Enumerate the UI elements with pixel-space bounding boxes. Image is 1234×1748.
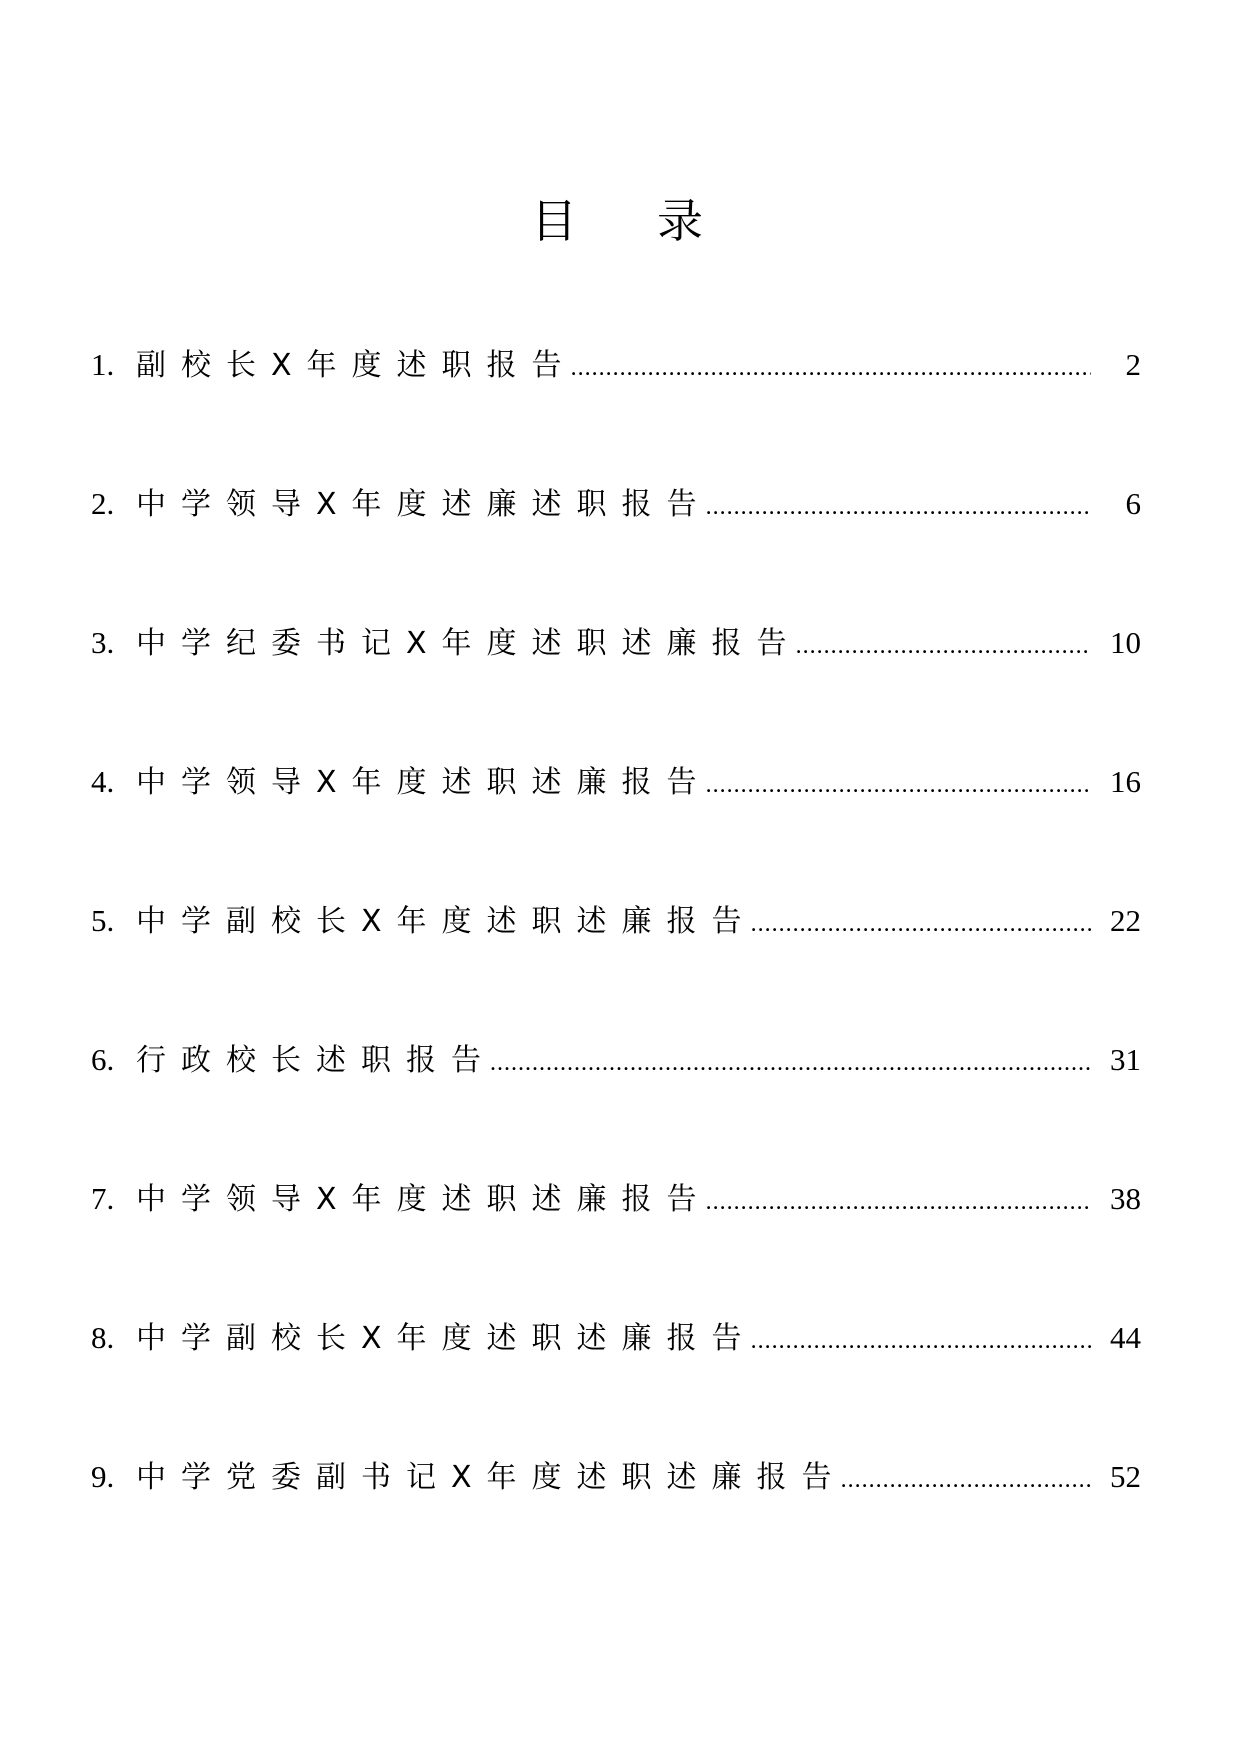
toc-entry-title[interactable]: 中学领导X年度述职述廉报告 <box>136 765 712 800</box>
toc-entry-number: 6. <box>91 1042 115 1077</box>
toc-entry-title[interactable]: 中学副校长X年度述职述廉报告 <box>136 1321 757 1356</box>
toc-dot-leader <box>796 621 1091 671</box>
toc-entry[interactable] <box>91 1035 1143 1174</box>
toc-entry[interactable] <box>91 896 1143 1035</box>
toc-entry[interactable] <box>91 757 1143 896</box>
toc-dot-leader <box>490 1038 1091 1088</box>
toc-entry-title[interactable]: 中学领导X年度述职述廉报告 <box>136 1182 712 1217</box>
toc-entry-number: 8. <box>91 1320 115 1355</box>
toc-dot-leader <box>751 899 1091 949</box>
toc-entry[interactable] <box>91 618 1143 757</box>
toc-entry-page[interactable]: 10 <box>1110 625 1141 660</box>
toc-heading-char-1: 目 <box>531 194 577 248</box>
toc-entry-page[interactable]: 44 <box>1110 1320 1141 1355</box>
toc-list <box>91 340 1143 1591</box>
toc-entry-page[interactable]: 38 <box>1110 1181 1141 1216</box>
toc-entry-number: 4. <box>91 764 115 799</box>
toc-dot-leader <box>751 1316 1091 1366</box>
toc-entry-page[interactable]: 22 <box>1110 903 1141 938</box>
toc-entry-page[interactable]: 2 <box>1125 347 1141 382</box>
toc-entry-title[interactable]: 中学领导X年度述廉述职报告 <box>136 487 712 522</box>
toc-entry-number: 1. <box>91 347 115 382</box>
toc-dot-leader <box>706 760 1091 810</box>
toc-entry-title[interactable]: 中学纪委书记X年度述职述廉报告 <box>136 626 802 661</box>
toc-entry-title[interactable]: 中学党委副书记X年度述职述廉报告 <box>136 1460 847 1495</box>
toc-heading <box>0 194 1234 248</box>
toc-entry-title[interactable]: 行政校长述职报告 <box>136 1043 496 1078</box>
toc-entry-number: 7. <box>91 1181 115 1216</box>
toc-dot-leader <box>571 343 1091 393</box>
toc-entry-title[interactable]: 中学副校长X年度述职述廉报告 <box>136 904 757 939</box>
toc-entry-number: 3. <box>91 625 115 660</box>
toc-entry-number: 2. <box>91 486 115 521</box>
toc-entry[interactable] <box>91 340 1143 479</box>
toc-dot-leader <box>706 482 1091 532</box>
toc-entry[interactable] <box>91 1452 1143 1591</box>
toc-entry-page[interactable]: 31 <box>1110 1042 1141 1077</box>
toc-entry-title[interactable]: 副校长X年度述职报告 <box>136 348 577 383</box>
toc-entry-number: 5. <box>91 903 115 938</box>
toc-entry-page[interactable]: 16 <box>1110 764 1141 799</box>
toc-entry-page[interactable]: 52 <box>1110 1459 1141 1494</box>
toc-heading-char-2: 录 <box>657 194 703 248</box>
toc-dot-leader <box>841 1455 1091 1505</box>
toc-entry-number: 9. <box>91 1459 115 1494</box>
toc-entry[interactable] <box>91 1313 1143 1452</box>
toc-dot-leader <box>706 1177 1091 1227</box>
toc-entry[interactable] <box>91 479 1143 618</box>
toc-entry[interactable] <box>91 1174 1143 1313</box>
toc-entry-page[interactable]: 6 <box>1125 486 1141 521</box>
